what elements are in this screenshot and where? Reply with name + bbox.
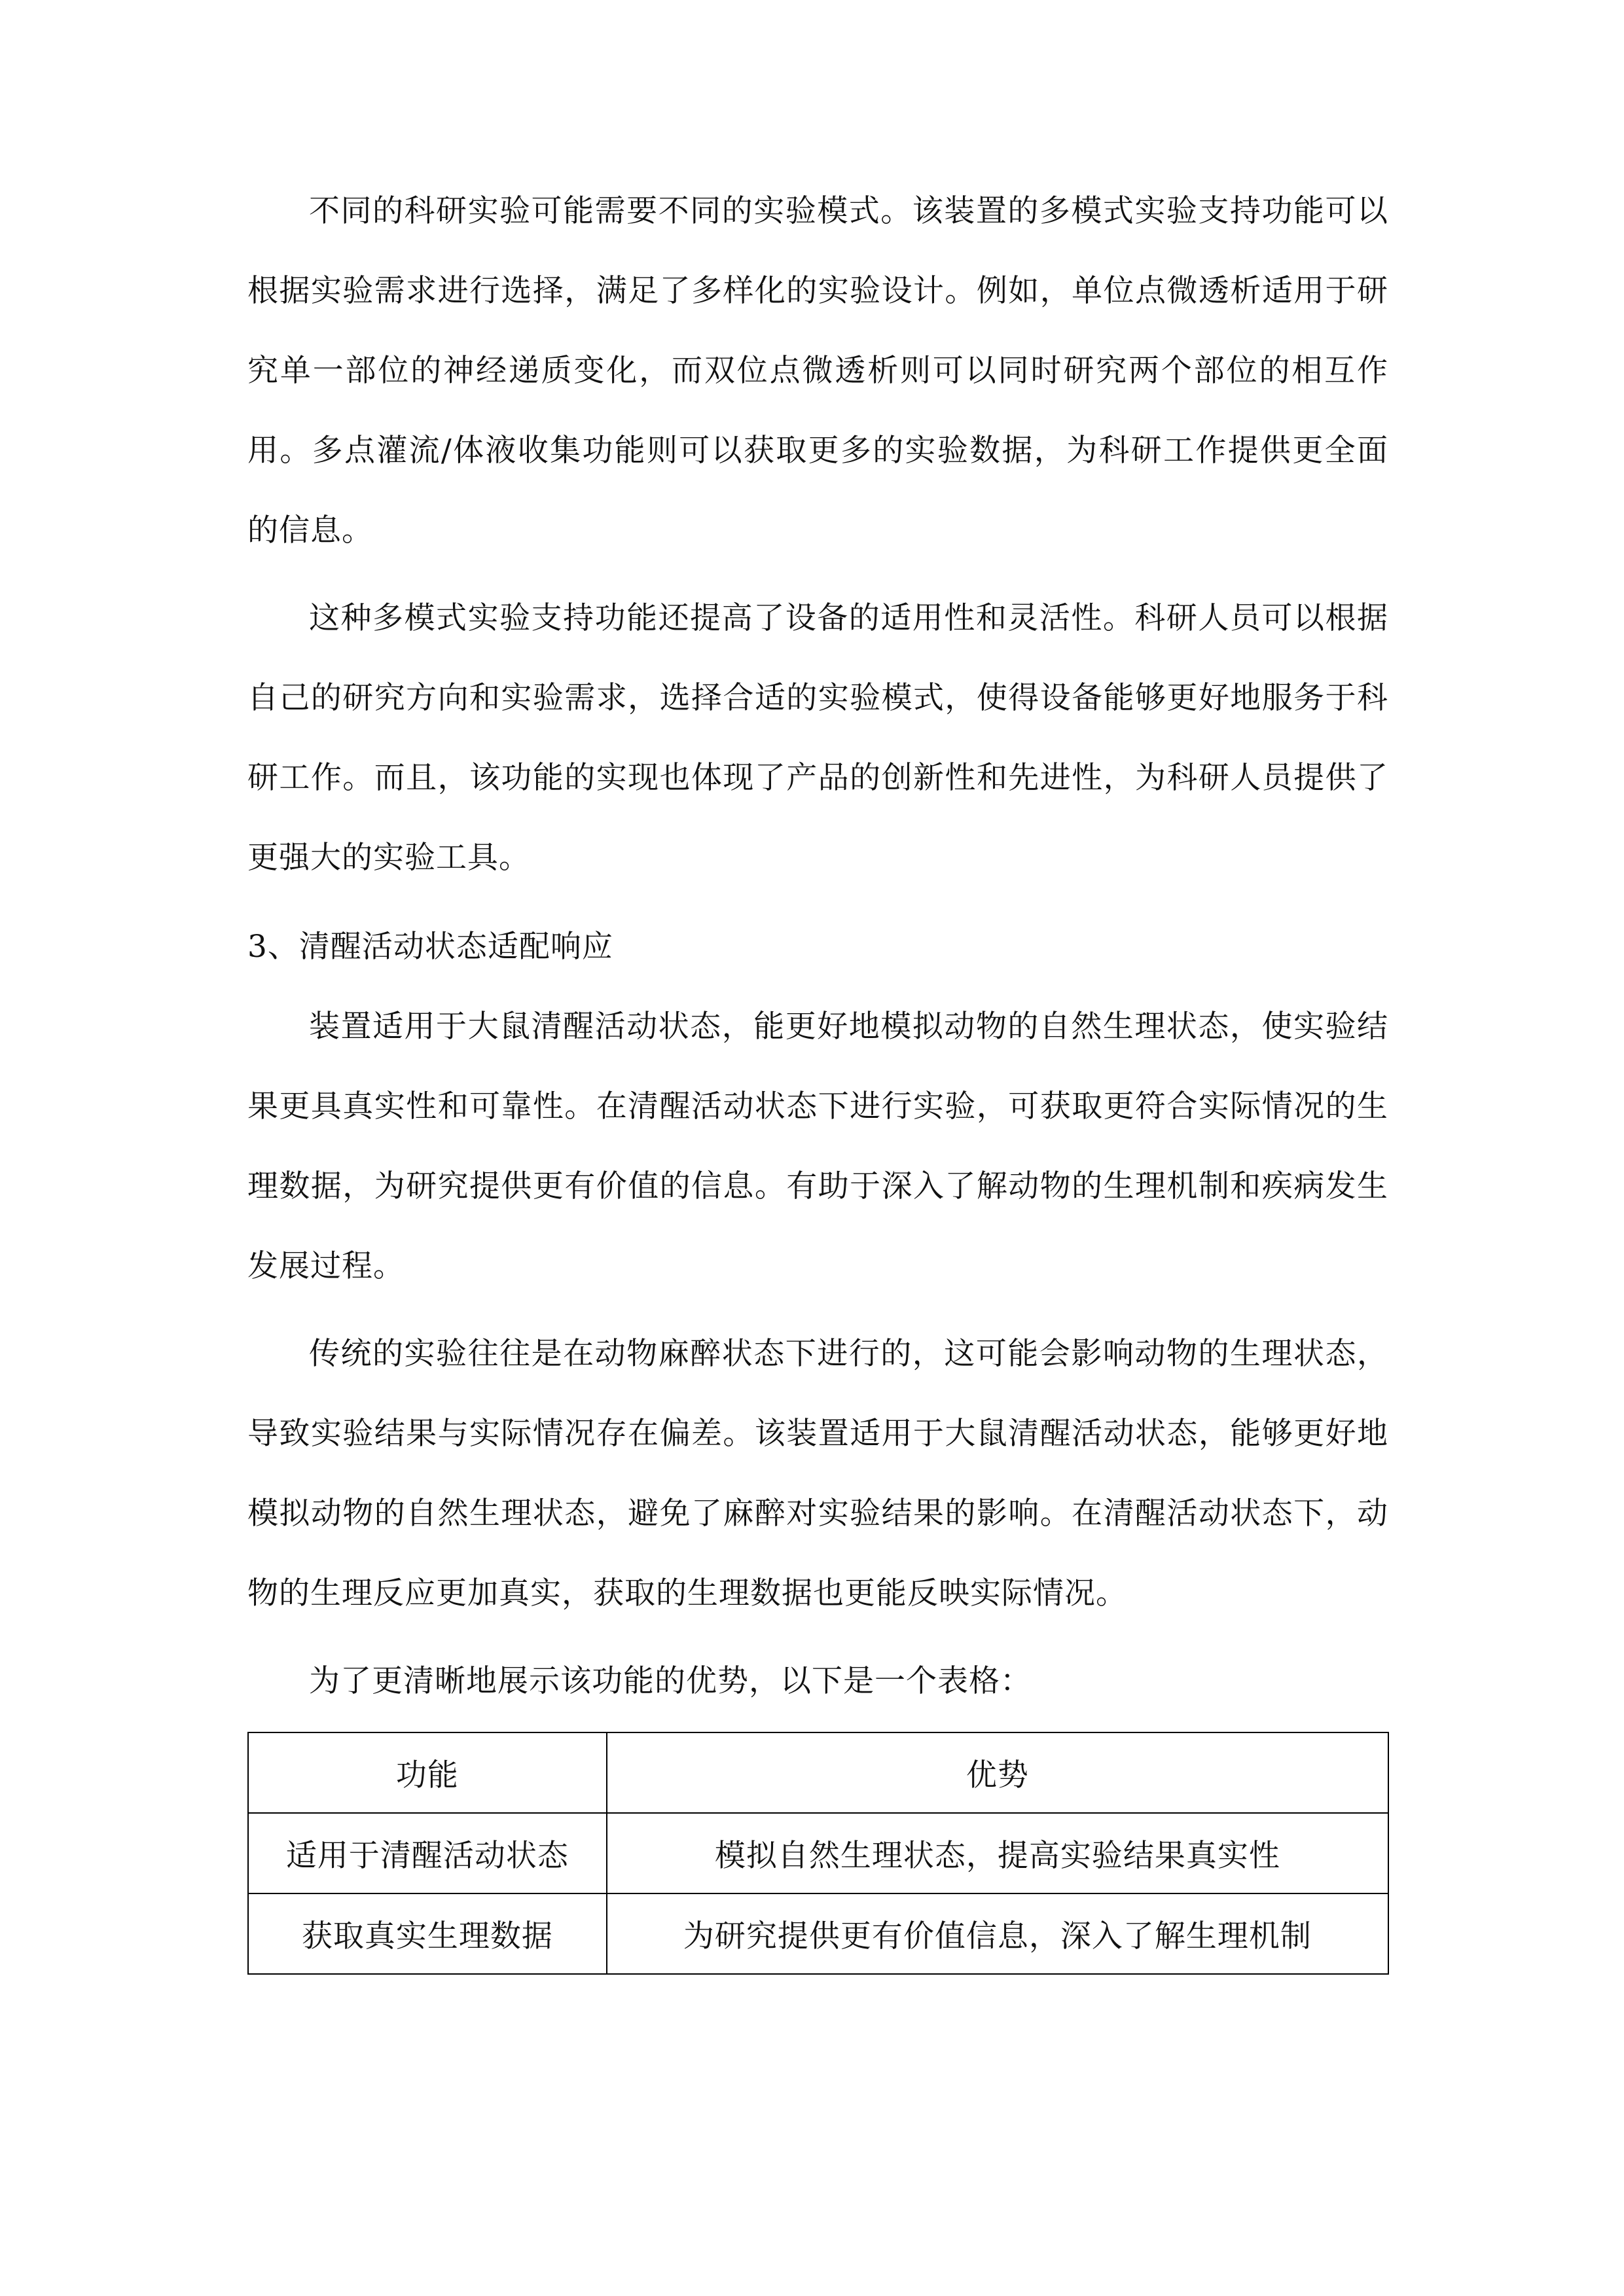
table-row <box>248 1893 1388 1974</box>
table-intro-paragraph: 为了更清晰地展示该功能的优势，以下是一个表格： <box>309 1663 1032 1699</box>
comparison-table <box>247 1732 1389 1975</box>
paragraph: 不同的科研实验可能需要不同的实验模式。该装置的多模式实验支持功能可以根据实验需求进行选择，满足了多样化的实验设计。例如，单位点微透析适用于研究单一部位的神经递质变化，而双位点微透析则可以同时研究两个部位的相互作用。多点灌流/体液收集功能则可以获取更多的实验数据，为科研工作提供更全面的信息。 <box>247 193 1388 548</box>
table-header-cell: 优势 <box>607 1732 1388 1813</box>
page-content <box>247 171 1388 1975</box>
paragraph: 装置适用于大鼠清醒活动状态，能更好地模拟动物的自然生理状态，使实验结果更具真实性和可靠性。在清醒活动状态下进行实验，可获取更符合实际情况的生理数据，为研究提供更有价值的信息。有助于深入了解动物的生理机制和疾病发生发展过程。 <box>247 1009 1388 1284</box>
table-cell: 适用于清醒活动状态 <box>248 1813 607 1893</box>
table-cell: 获取真实生理数据 <box>248 1893 607 1974</box>
table-cell: 为研究提供更有价值信息，深入了解生理机制 <box>607 1893 1388 1974</box>
paragraph: 这种多模式实验支持功能还提高了设备的适用性和灵活性。科研人员可以根据自己的研究方向和实验需求，选择合适的实验模式，使得设备能够更好地服务于科研工作。而且，该功能的实现也体现了产品的创新性和先进性，为科研人员提供了更强大的实验工具。 <box>247 600 1388 876</box>
table-header-cell: 功能 <box>248 1732 607 1813</box>
section-heading: 3、清醒活动状态适配响应 <box>247 929 613 965</box>
table-header-row <box>248 1732 1388 1813</box>
paragraph: 传统的实验往往是在动物麻醉状态下进行的，这可能会影响动物的生理状态，导致实验结果与实际情况存在偏差。该装置适用于大鼠清醒活动状态，能够更好地模拟动物的自然生理状态，避免了麻醉对实验结果的影响。在清醒活动状态下，动物的生理反应更加真实，获取的生理数据也更能反映实际情况。 <box>247 1336 1388 1611</box>
table-cell: 模拟自然生理状态，提高实验结果真实性 <box>607 1813 1388 1893</box>
table-row <box>248 1813 1388 1893</box>
